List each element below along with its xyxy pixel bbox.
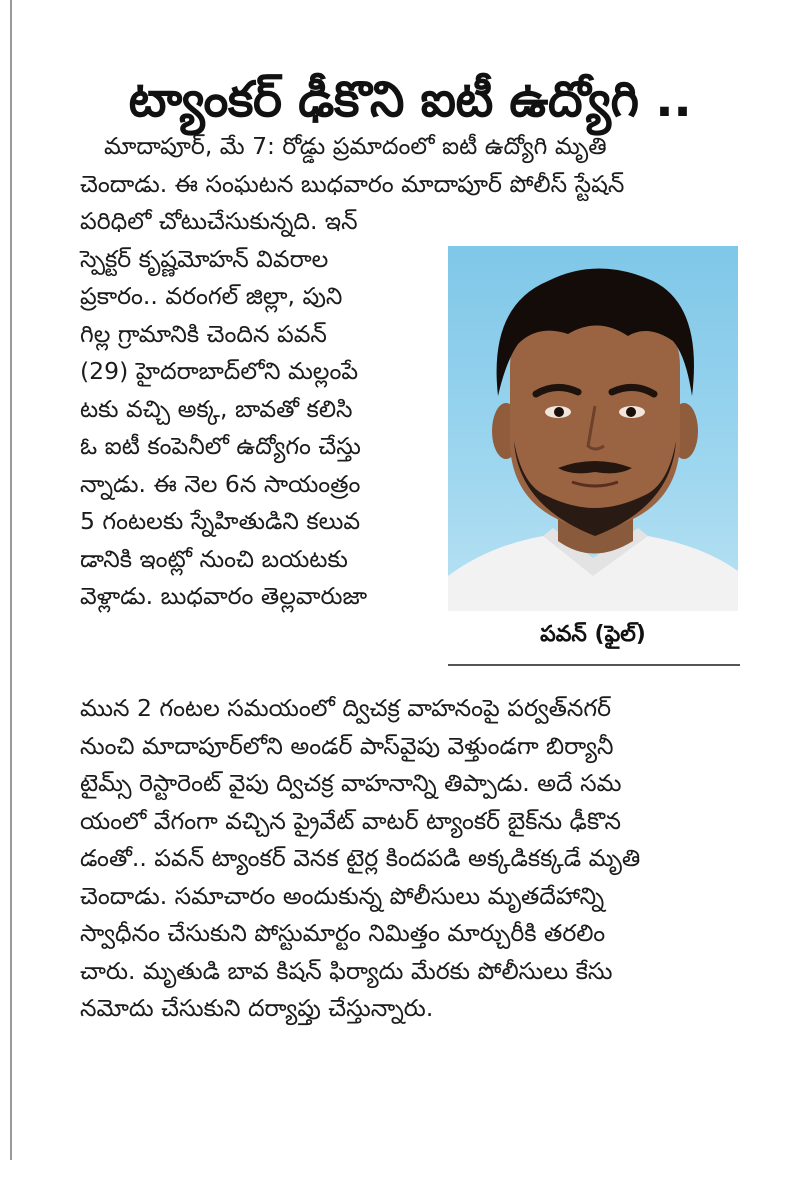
article-line: గిల్ల గ్రామానికి చెందిన పవన్ <box>80 319 327 348</box>
article-bottom-paragraph <box>80 690 750 1028</box>
article-line: చెందాడు. ఈ సంఘటన బుధవారం మాదాపూర్ పోలీస్ స్టేషన్ <box>80 169 625 198</box>
article-line: స్వాధీనం చేసుకుని పోస్టుమార్టం నిమిత్తం మార్చురీకి తరలిం <box>80 919 606 947</box>
article-line: మున 2 గంటల సమయంలో ద్విచక్ర వాహనంపై పర్వత్‌నగర్ <box>80 694 612 722</box>
article-line: చెందాడు. సమాచారం అందుకున్న పోలీసులు మృతదేహాన్ని <box>80 881 605 910</box>
article-line: న్నాడు. ఈ నెల 6న సాయంత్రం <box>80 469 361 498</box>
article-line: పరిధిలో చోటుచేసుకున్నది. ఇన్ <box>80 207 358 235</box>
photo-caption: పవన్ (ఫైల్) <box>540 622 646 647</box>
article-line: టకు వచ్చి అక్క, బావతో కలిసి <box>80 394 353 423</box>
article-line: డంతో.. పవన్ ట్యాంకర్ వెనక టైర్ల కిందపడి అక్కడికక్కడే మృతి <box>80 844 641 872</box>
article-line: డానికి ఇంట్లో నుంచి బయటకు <box>80 544 348 573</box>
portrait-photo <box>448 246 738 611</box>
article-line: నుంచి మాదాపూర్‌లోని అండర్ పాస్‌వైపు వెళ్తుండగా బిర్యానీ <box>80 731 614 760</box>
article-line: స్పెక్టర్ కృష్ణమోహన్ వివరాల <box>80 244 329 273</box>
caption-divider <box>448 664 740 666</box>
article-side-column <box>80 203 440 616</box>
article-line: వెళ్లాడు. బుధవారం తెల్లవారుజా <box>80 582 368 610</box>
article-line: చారు. మృతుడి బావ కిషన్ ఫిర్యాదు మేరకు పోలీసులు కేసు <box>80 956 613 985</box>
headline: ట్యాంకర్ ఢీకొని ఐటీ ఉద్యోగి .. <box>128 70 692 128</box>
article-line: నమోదు చేసుకుని దర్యాప్తు చేస్తున్నారు. <box>80 994 434 1022</box>
article-line: (29) హైదరాబాద్‌లోని మల్లంపే <box>80 357 359 385</box>
article-line: ప్రకారం.. వరంగల్ జిల్లా, పుని <box>80 282 343 310</box>
article-line: 5 గంటలకు స్నేహితుడిని కలువ <box>80 507 361 535</box>
article-line: మాదాపూర్, మే 7: రోడ్డు ప్రమాదంలో ఐటీ ఉద్యోగి మృతి <box>104 132 607 160</box>
article-line: ఓ ఐటీ కంపెనీలో ఉద్యోగం చేస్తు <box>80 432 361 460</box>
left-border-rule <box>10 0 12 1160</box>
article-top-paragraph <box>80 128 750 203</box>
article-line: యంలో వేగంగా వచ్చిన ప్రైవేట్ వాటర్ ట్యాంకర్ బైక్‌ను ఢీకొన <box>80 806 621 835</box>
article-line: టైమ్స్ రెస్టారెంట్ వైపు ద్విచక్ర వాహనాన్ని తిప్పాడు. అదే సమ <box>80 769 622 797</box>
portrait-illustration <box>448 246 738 611</box>
